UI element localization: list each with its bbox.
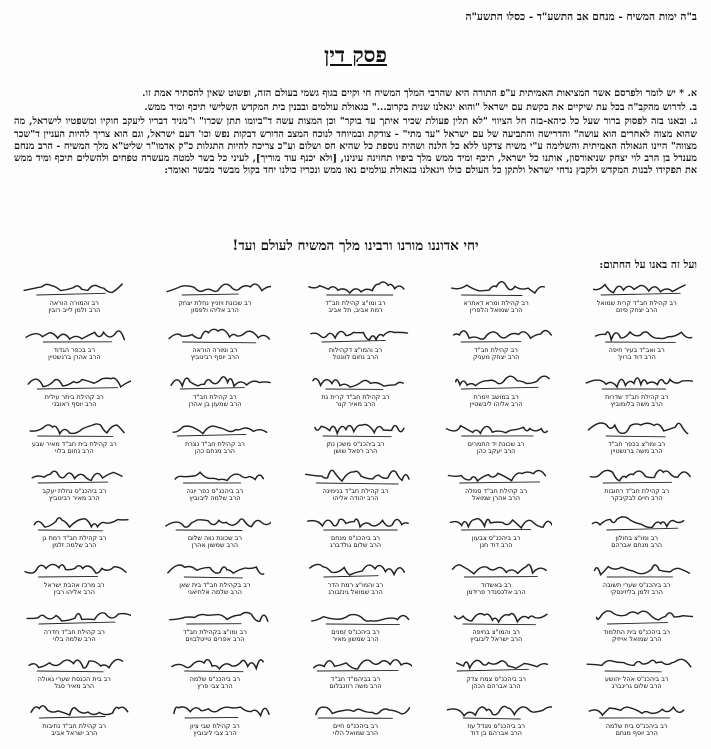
- signatory-caption: [4, 394, 145, 409]
- signatory-caption: [566, 676, 707, 691]
- handwritten-signature: [580, 511, 692, 533]
- signatory-title: רב קהילת חב"ד בנימינה: [322, 487, 389, 495]
- signature-block: [426, 695, 567, 742]
- signature-block: [145, 601, 286, 648]
- signatory-name: הרב אהרן ברנשטיין: [48, 353, 101, 362]
- signatory-caption: [566, 723, 707, 738]
- signatory-name: הרב יעקב כהן: [476, 447, 516, 456]
- signature-block: [426, 319, 567, 366]
- signature-block: [566, 413, 707, 460]
- signature-block: [285, 507, 426, 554]
- signature-block: [4, 695, 145, 742]
- signatory-name: הרב יוסף ראובני: [52, 400, 97, 409]
- signatory-title: רב קהילת חב"ד שדרות: [605, 393, 669, 401]
- signatory-name: הרב חיים לבקיבקר: [610, 494, 663, 503]
- handwritten-signature: [159, 511, 271, 533]
- signatory-caption: [285, 582, 426, 597]
- signature-block: [145, 272, 286, 319]
- handwritten-signature: [580, 276, 692, 298]
- signatory-name: הרב דוד חנן: [479, 541, 513, 550]
- signatory-name: הרב אפרים טייטלבוים: [185, 635, 245, 644]
- signatory-caption: [566, 488, 707, 503]
- signature-block: [566, 460, 707, 507]
- signatory-title: רב ביהכנ"ס צבעון: [471, 534, 521, 542]
- signatory-title: רב קהילת חב"ד קרית גת: [321, 393, 390, 401]
- handwritten-signature: [440, 323, 552, 345]
- ruling-text: [14, 88, 697, 179]
- signature-block: [4, 319, 145, 366]
- handwritten-signature: [580, 323, 692, 345]
- signature-block: [566, 366, 707, 413]
- signatory-title: רב ומו"צ קהילת חב"ד: [325, 299, 386, 307]
- signatory-name: הרב שמשון מאיר: [332, 635, 379, 644]
- signature-block: [566, 272, 707, 319]
- handwritten-signature: [440, 464, 552, 486]
- signature-block: [285, 648, 426, 695]
- signatures-grid: [4, 272, 707, 742]
- signatory-name: הרב יצחק פיזם: [616, 306, 658, 315]
- signatory-title: רב קהילת בית חב"ד מאיר שבע: [31, 440, 117, 448]
- signature-block: [285, 272, 426, 319]
- signatory-caption: [566, 394, 707, 409]
- signatory-caption: [145, 723, 286, 738]
- signatory-caption: [4, 582, 145, 597]
- signatory-name: הרב משה בלומוביץ: [610, 400, 663, 409]
- signatory-title: רב קהילת ביתר עילית: [44, 393, 104, 401]
- signatory-title: רב בכפר הגדוד: [53, 346, 96, 354]
- signatory-title: רב קהילת שבי ציון: [190, 722, 240, 730]
- signatory-title: רב בית הכנסת שערי גאולה: [37, 675, 111, 683]
- signatory-name: הרב אהרן שמואל: [472, 494, 521, 503]
- handwritten-signature: [299, 323, 411, 345]
- signatory-title: רב ביהכנ"ס מגדל עוז: [467, 722, 525, 730]
- signatory-caption: [145, 582, 286, 597]
- signatory-caption: [145, 441, 286, 456]
- handwritten-signature: [159, 464, 271, 486]
- handwritten-signature: [159, 417, 271, 439]
- handwritten-signature: [299, 370, 411, 392]
- signatory-caption: [145, 347, 286, 362]
- handwritten-signature: [18, 558, 130, 580]
- signatory-title: רב קהילת חב"ד: [193, 393, 237, 401]
- signatory-caption: [285, 488, 426, 503]
- signatory-name: הרב דוד ברויך: [617, 353, 656, 362]
- signatory-name: הרב מאיר סגל: [54, 682, 95, 691]
- signature-block: [285, 460, 426, 507]
- signature-block: [426, 272, 567, 319]
- signature-block: [566, 695, 707, 742]
- handwritten-signature: [18, 370, 130, 392]
- handwritten-signature: [299, 417, 411, 439]
- signatory-title: רב ואב"ד בעיר חיפה: [608, 346, 665, 354]
- handwritten-signature: [440, 276, 552, 298]
- signatory-name: הרב ישראל אביב: [51, 729, 98, 738]
- signatory-name: הרב שמואל הלפרין: [469, 306, 523, 315]
- signatory-caption: [4, 300, 145, 315]
- signatory-name: רמת אביב, תל אביב: [328, 306, 383, 315]
- signatory-name: הרב שלמה בלוי: [52, 635, 96, 644]
- signatory-caption: [285, 723, 426, 738]
- signatory-name: הרב משה רוזנבלום: [329, 682, 382, 691]
- signatory-name: הרב שלום גולדברג: [329, 541, 382, 550]
- signatory-name: הרב מאיר רבינוביץ: [48, 494, 100, 503]
- signature-block: [145, 413, 286, 460]
- signatory-title: רב ביהכנ"ס משכן נתן: [326, 440, 385, 448]
- signatory-name: הרב נחום לוונטל: [332, 353, 379, 362]
- signatory-name: הרב ישראל ליבוביץ: [470, 635, 523, 644]
- signature-block: [566, 601, 707, 648]
- signatory-caption: [426, 394, 567, 409]
- handwritten-signature: [299, 605, 411, 627]
- signatory-title: רב ביהכנ"ס חיים: [333, 722, 378, 730]
- handwritten-signature: [18, 605, 130, 627]
- signed-label: ועל זה באנו על החתום:: [599, 259, 697, 271]
- handwritten-signature: [440, 511, 552, 533]
- signatory-title: רב ביהכנ"ס שערי תשובה: [602, 581, 671, 589]
- signatory-name: הרב שלמה ליבוביץ: [189, 494, 241, 503]
- handwritten-signature: [18, 464, 130, 486]
- signatory-caption: [145, 535, 286, 550]
- signatory-title: רב קהילת חב"ד סמלה: [465, 487, 528, 495]
- handwritten-signature: [440, 699, 552, 721]
- signatory-caption: [285, 394, 426, 409]
- handwritten-signature: [440, 558, 552, 580]
- signature-block: [145, 507, 286, 554]
- signatory-title: רב ביהכנ"ס צמח צדק: [466, 675, 527, 683]
- signatory-name: הרב שמשון אהרן: [191, 541, 239, 550]
- signatory-title: רב קהילת חב"ד קרית שמואל: [596, 299, 677, 307]
- signatory-name: הרב אברהם בן דוד: [470, 729, 522, 738]
- handwritten-signature: [299, 511, 411, 533]
- signatory-title: רב בביהמ"ד חב"ד: [330, 675, 381, 683]
- signatory-name: הרב שמואל אייזיק: [612, 635, 662, 644]
- date-header: ב"ה ימות המשיח - מנחם אב התשע"ד - כסלו התשע"ה: [465, 11, 697, 23]
- signature-block: [145, 319, 286, 366]
- signatory-name: הרב אליהו רבין: [53, 588, 95, 597]
- signature-block: [566, 554, 707, 601]
- signatory-caption: [566, 441, 707, 456]
- signature-block: [145, 695, 286, 742]
- handwritten-signature: [580, 605, 692, 627]
- signatory-title: רב ביהכנ"ס שלמה: [189, 675, 241, 683]
- signatory-caption: [426, 582, 567, 597]
- signatory-title: רב ומו"צ בקהילת חב"ד: [182, 628, 247, 636]
- signature-block: [566, 648, 707, 695]
- handwritten-signature: [18, 323, 130, 345]
- signatory-caption: [426, 300, 567, 315]
- signatory-caption: [4, 347, 145, 362]
- signatory-caption: [285, 535, 426, 550]
- handwritten-signature: [440, 370, 552, 392]
- signatory-title: רב ביהכנ"ס נחלת יעקב: [42, 487, 107, 495]
- handwritten-signature: [580, 370, 692, 392]
- handwritten-signature: [159, 323, 271, 345]
- signatory-caption: [285, 629, 426, 644]
- handwritten-signature: [18, 276, 130, 298]
- signatory-title: רב קהילת ומרא דאתרא: [463, 299, 529, 307]
- signatory-caption: [145, 676, 286, 691]
- signature-block: [426, 554, 567, 601]
- handwritten-signature: [299, 652, 411, 674]
- signature-block: [285, 366, 426, 413]
- signatory-caption: [145, 300, 286, 315]
- signature-block: [4, 366, 145, 413]
- signatory-title: רב ביהכנ"ס כפר יונה: [186, 487, 244, 495]
- signatory-name: הרב צבי ליבוביץ: [193, 729, 237, 738]
- signatory-caption: [566, 300, 707, 315]
- signatory-caption: [285, 347, 426, 362]
- document-title: פסק דין: [324, 42, 387, 67]
- signatory-title: רב שכונת נווה שלום: [187, 534, 242, 542]
- handwritten-signature: [159, 370, 271, 392]
- handwritten-signature: [440, 652, 552, 674]
- signatory-caption: [4, 723, 145, 738]
- signature-block: [145, 648, 286, 695]
- handwritten-signature: [159, 558, 271, 580]
- handwritten-signature: [18, 511, 130, 533]
- signatory-name: הרב צבי פרץ: [197, 682, 233, 691]
- signatory-title: רב באשדוד: [480, 581, 512, 589]
- signature-block: [285, 554, 426, 601]
- signatory-caption: [4, 629, 145, 644]
- signatory-title: רב שכונת ויזניץ נחלת יצחק: [178, 299, 252, 307]
- signatory-name: הרב שלמה זלמן: [52, 541, 97, 550]
- signatory-name: הרב שמואל הלוי: [332, 729, 379, 738]
- signatory-title: רב ומורה הוראה: [192, 346, 238, 354]
- signatory-name: הרב מנחם אברהם: [611, 541, 663, 550]
- handwritten-signature: [580, 558, 692, 580]
- signatory-title: רב מרכז אהבת ישראל: [43, 581, 105, 589]
- signatory-title: רב והמו"צ בחיפה: [472, 628, 520, 636]
- signatory-caption: [285, 300, 426, 315]
- handwritten-signature: [299, 464, 411, 486]
- handwritten-signature: [18, 699, 130, 721]
- signatory-title: רב קהילת חב"ד רחובות: [604, 487, 670, 495]
- signatory-caption: [4, 441, 145, 456]
- handwritten-signature: [299, 276, 411, 298]
- signatory-title: רב ומו"צ בכפר חב"ד: [608, 440, 666, 448]
- signatory-title: רב ביהכנ"ס מנחם: [331, 534, 381, 542]
- signatory-title: רב והמו"צ דקהילות: [328, 346, 383, 354]
- signatory-caption: [426, 723, 567, 738]
- slogan: יחי אדוננו מורנו ורבינו מלך המשיח לעולם ועד!: [232, 238, 479, 254]
- handwritten-signature: [299, 699, 411, 721]
- signature-block: [4, 507, 145, 554]
- paragraph-c: ג. ובאנו בזה לפסוק ברור שעל כל כיהא-בזה חל הציווי "לא תלין פעולת שכיר איתך עד בוקר" וכן המצות עשה ד"ביומו תתן שכרו" ו"מניד דבריו ליעקב חוקיו ומשפטיו לישראל, מה שהוא מצוה לאחרים הוא עושה" והדרישה והתביעה של עם ישראל "עד מתי" - צודקת ובמיוחד לנוכח המצב הדורש דבקות נפש וכו' דעם ישראל, וגם הוא צריך להיות העניין ד"שכר מצווה" היינו הגאולה האמיתית והשלימה ע"י משיח צדקנו ללא כל הלנה ושהיה נוספת כל שהיא חס ושלום וע"כ צריכה להיות התגלות כ"ק אדמו"ר שליט"א מלך המשיח - הרב מנחם מענדל בן הרב לוי יצחק שניאורסון, אותנו כל ישראל, תיכף ומיד ממש מלך ביפיו תחזינה עינינו, [ולא יכנף עוד מוריך], לעיני כל בשר למטה מעשרה טפחים ולהשלים תיכף ומיד ממש את תפקידו לבנות המקדש ולקבץ נדחי ישראל ולתקן כל העולם כולו ויגאלנו בגאולת עולמים נאו ממש ונכריז כולנו יחד בקול מבשר מבשר ואומר:: [14, 116, 697, 177]
- signatory-name: הרב שמואל גינזבורג: [328, 588, 383, 597]
- signature-block: [4, 413, 145, 460]
- signatory-name: הרב יוסף מנחם: [615, 729, 658, 738]
- signatory-caption: [426, 676, 567, 691]
- paragraph-b: ב. לדרוש מהקב"ה בכל עת שיקיים את בקשת עם ישראל "והוא יגאלנו שנית בקרוב..." בגאולת עולמים ובבנין בית המקדש השלישי תיכף ומיד ממש.: [144, 102, 697, 114]
- signatory-name: הרב יוסף רבינוביץ: [190, 353, 240, 362]
- signatory-caption: [426, 535, 567, 550]
- signatory-caption: [426, 347, 567, 362]
- signatory-caption: [4, 488, 145, 503]
- signatory-caption: [426, 441, 567, 456]
- handwritten-signature: [159, 605, 271, 627]
- signatory-title: רב והמורה הוראה: [49, 299, 99, 307]
- handwritten-signature: [159, 276, 271, 298]
- handwritten-signature: [440, 417, 552, 439]
- signatory-caption: [566, 629, 707, 644]
- signatory-caption: [145, 488, 286, 503]
- handwritten-signature: [580, 464, 692, 486]
- signatory-title: רב ביהכנ"ס בית שלמה: [605, 722, 668, 730]
- handwritten-signature: [159, 699, 271, 721]
- signature-block: [426, 413, 567, 460]
- signatory-title: רב קהילת חב"ד נצרת: [184, 440, 245, 448]
- signature-block: [426, 460, 567, 507]
- signature-block: [285, 413, 426, 460]
- handwritten-signature: [299, 558, 411, 580]
- signature-block: [4, 648, 145, 695]
- signature-block: [426, 648, 567, 695]
- signatory-title: רב ביהכנ"ס אהל יהושע: [604, 675, 669, 683]
- signatory-name: הרב יצחק מעניק: [472, 353, 520, 362]
- signatory-caption: [426, 488, 567, 503]
- signature-block: [285, 601, 426, 648]
- signatory-name: הרב משה ברנשטיין: [610, 447, 663, 456]
- signature-block: [145, 366, 286, 413]
- signatory-title: רב במושב זימרת: [473, 393, 519, 401]
- signatory-name: הרב אברהם הכהן: [471, 682, 521, 691]
- signatory-caption: [145, 629, 286, 644]
- signatory-name: הרב מאיר קנר: [335, 400, 376, 409]
- handwritten-signature: [580, 652, 692, 674]
- signatory-name: הרב רפאל שושן: [333, 447, 378, 456]
- signatory-name: הרב אליהו ליבשטיין: [469, 400, 523, 409]
- signature-block: [426, 601, 567, 648]
- signatory-name: הרב שלום גרינברג: [611, 682, 662, 691]
- signatory-name: הרב שמעון בן אהרן: [188, 400, 242, 409]
- signatory-title: רב ביהכנ"ס בית התלמוד: [603, 628, 671, 636]
- signature-block: [145, 554, 286, 601]
- signature-block: [285, 319, 426, 366]
- signatory-name: הרב זלמן לייב רובין: [48, 306, 101, 315]
- signatory-caption: [566, 535, 707, 550]
- signature-block: [566, 319, 707, 366]
- paragraph-a: א. * יש לומר ולפרסם אשר המציאות האמיתית ע"פ התורה היא שהרבי המלך המשיח חי וקיים בגוף גשמי בעולם הזה, ופשוט שאין להסתיר אמת זו.: [142, 88, 697, 99]
- signatory-name: הרב יהודה אליהו: [332, 494, 379, 503]
- signatory-title: רב והמו"צ רמת הדר: [327, 581, 384, 589]
- signatory-title: רב קהילת חב"ד: [474, 346, 518, 354]
- signature-block: [426, 366, 567, 413]
- signatory-title: רב קהילת חב"ד חדרה: [43, 628, 105, 636]
- signature-block: [145, 460, 286, 507]
- signatory-title: רב קהילת חב"ד רמת גן: [42, 534, 107, 542]
- handwritten-signature: [580, 417, 692, 439]
- handwritten-signature: [18, 417, 130, 439]
- signature-block: [4, 272, 145, 319]
- signatory-caption: [285, 441, 426, 456]
- signature-block: [285, 695, 426, 742]
- signature-block: [4, 554, 145, 601]
- signature-block: [4, 601, 145, 648]
- signatory-title: רב ביהכנ"ס זמנים: [331, 628, 380, 636]
- signatory-caption: [4, 535, 145, 550]
- signature-block: [426, 507, 567, 554]
- signatory-title: רב בקהילת חב"ד בית שאן: [179, 581, 251, 589]
- signatory-name: הרב נחום בלוי: [54, 447, 94, 456]
- signatory-caption: [4, 676, 145, 691]
- handwritten-signature: [440, 605, 552, 627]
- signatory-caption: [566, 347, 707, 362]
- signatory-name: הרב אלכסנדר פרידמן: [466, 588, 526, 597]
- signatory-name: הרב מנחם כהן: [194, 447, 235, 456]
- signatory-name: הרב שלמה אלחיאני: [187, 588, 242, 597]
- handwritten-signature: [18, 652, 130, 674]
- signature-block: [566, 507, 707, 554]
- signatory-name: הרב זלמן בליזינסקי: [610, 588, 663, 597]
- signature-block: [4, 460, 145, 507]
- signatory-caption: [426, 629, 567, 644]
- signatory-caption: [285, 676, 426, 691]
- signatory-title: רב ומו"צ בחולון: [615, 534, 659, 542]
- handwritten-signature: [580, 699, 692, 721]
- signatory-caption: [145, 394, 286, 409]
- signatory-caption: [566, 582, 707, 597]
- handwritten-signature: [159, 652, 271, 674]
- signatory-title: רב שכונת יד התמרים: [467, 440, 525, 448]
- signatory-name: הרב אליהו ולפסון: [191, 306, 239, 315]
- signatory-title: רב קהילת חב"ד נתיבות: [42, 722, 107, 730]
